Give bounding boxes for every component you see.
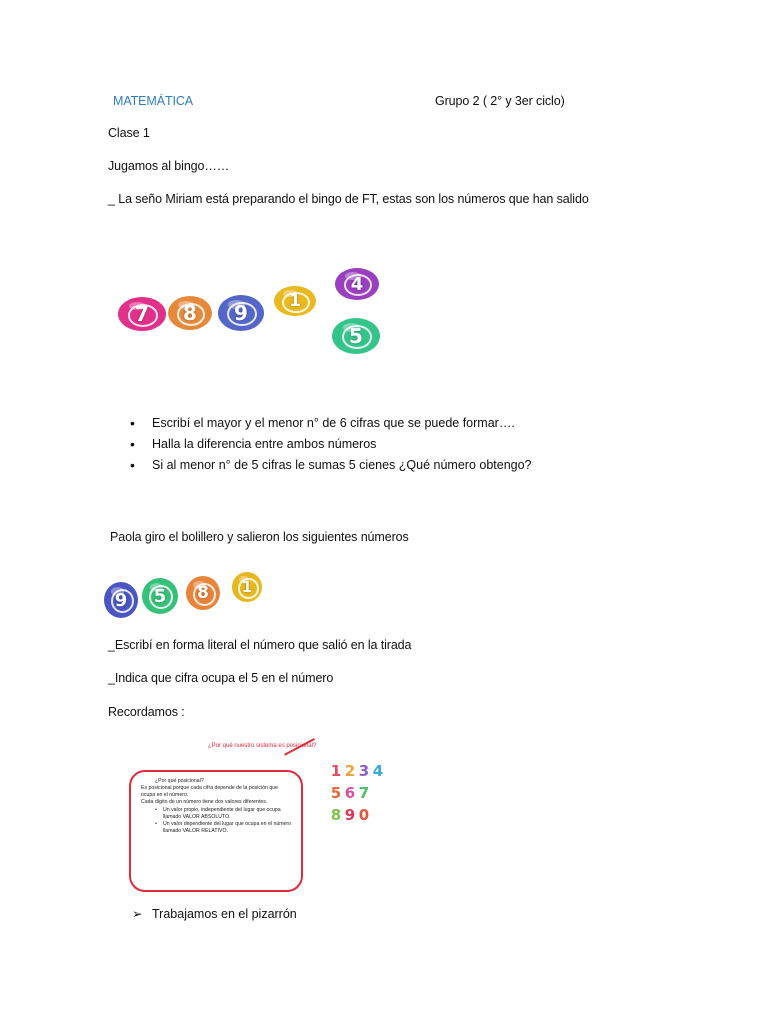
digit-glyph: 6 [344,784,356,802]
recall-text: Recordamos : [108,705,185,719]
indicate-text: _Indica que cifra ocupa el 5 en el número [108,671,334,685]
colored-digits-image [329,760,409,826]
list-item: • Escribí el mayor y el menor n° de 6 cifras que se puede formar…. [128,413,532,434]
class-label: Clase 1 [108,126,150,140]
final-item-text: Trabajamos en el pizarrón [152,907,297,921]
arrow-bullet-icon: ➢ [132,907,143,921]
bingo-ball: 5 [332,318,380,354]
game-title: Jugamos al bingo…… [108,159,230,173]
digit-glyph: 8 [330,806,342,824]
list-item: • Halla la diferencia entre ambos números [128,434,532,455]
bingo-ball: 9 [218,295,264,331]
bingo-ball: 1 [232,572,262,602]
digit-glyph: 4 [372,762,384,780]
positional-system-infographic [124,740,414,890]
list-item: • Si al menor n° de 5 cifras le sumas 5 cienes ¿Qué número obtengo? [128,455,532,476]
speech-bubble [129,770,303,892]
task-list [128,413,532,476]
list-item: • Un valor propio, independiente del lugar que ocupa llamado VALOR ABSOLUTO. [155,807,293,821]
bingo-ball: 9 [104,582,138,618]
subject-title: MATEMÁTICA [113,94,194,108]
intro-text: _ La seño Miriam está preparando el bingo de FT, estas son los números que han salido [108,192,589,206]
bingo-ball: 4 [335,268,379,300]
digit-glyph: 0 [358,806,370,824]
digit-glyph: 1 [330,762,342,780]
bingo-ball: 5 [142,578,178,614]
bingo-ball: 7 [118,297,166,331]
digit-glyph: 9 [344,806,356,824]
group-label: Grupo 2 ( 2° y 3er ciclo) [435,94,565,108]
bingo-ball: 8 [186,576,220,610]
bubble-line: Es posicional porque cada cifra depende de la posición que ocupa en el número. [141,785,278,798]
bubble-question: ¿Por qué posicional? [155,778,204,784]
pizarron-item [132,906,297,921]
list-item: • Un valor dependiente del lugar que ocupa en el número llamado VALOR RELATIVO. [155,821,293,835]
write-literal-text: _Escribí en forma literal el número que salió en la tirada [108,638,412,652]
digit-glyph: 3 [358,762,370,780]
bingo-ball: 1 [274,286,316,316]
digit-glyph: 2 [344,762,356,780]
digit-glyph: 7 [358,784,370,802]
infographic-title: ¿Por qué nuestro sistema es posicional? [208,743,317,749]
digit-glyph: 5 [330,784,342,802]
bubble-line: Cada dígito de un número tiene dos valores diferentes. [141,799,268,805]
bingo-ball: 8 [168,296,212,330]
paola-text: Paola giro el bolillero y salieron los siguientes números [110,530,409,544]
